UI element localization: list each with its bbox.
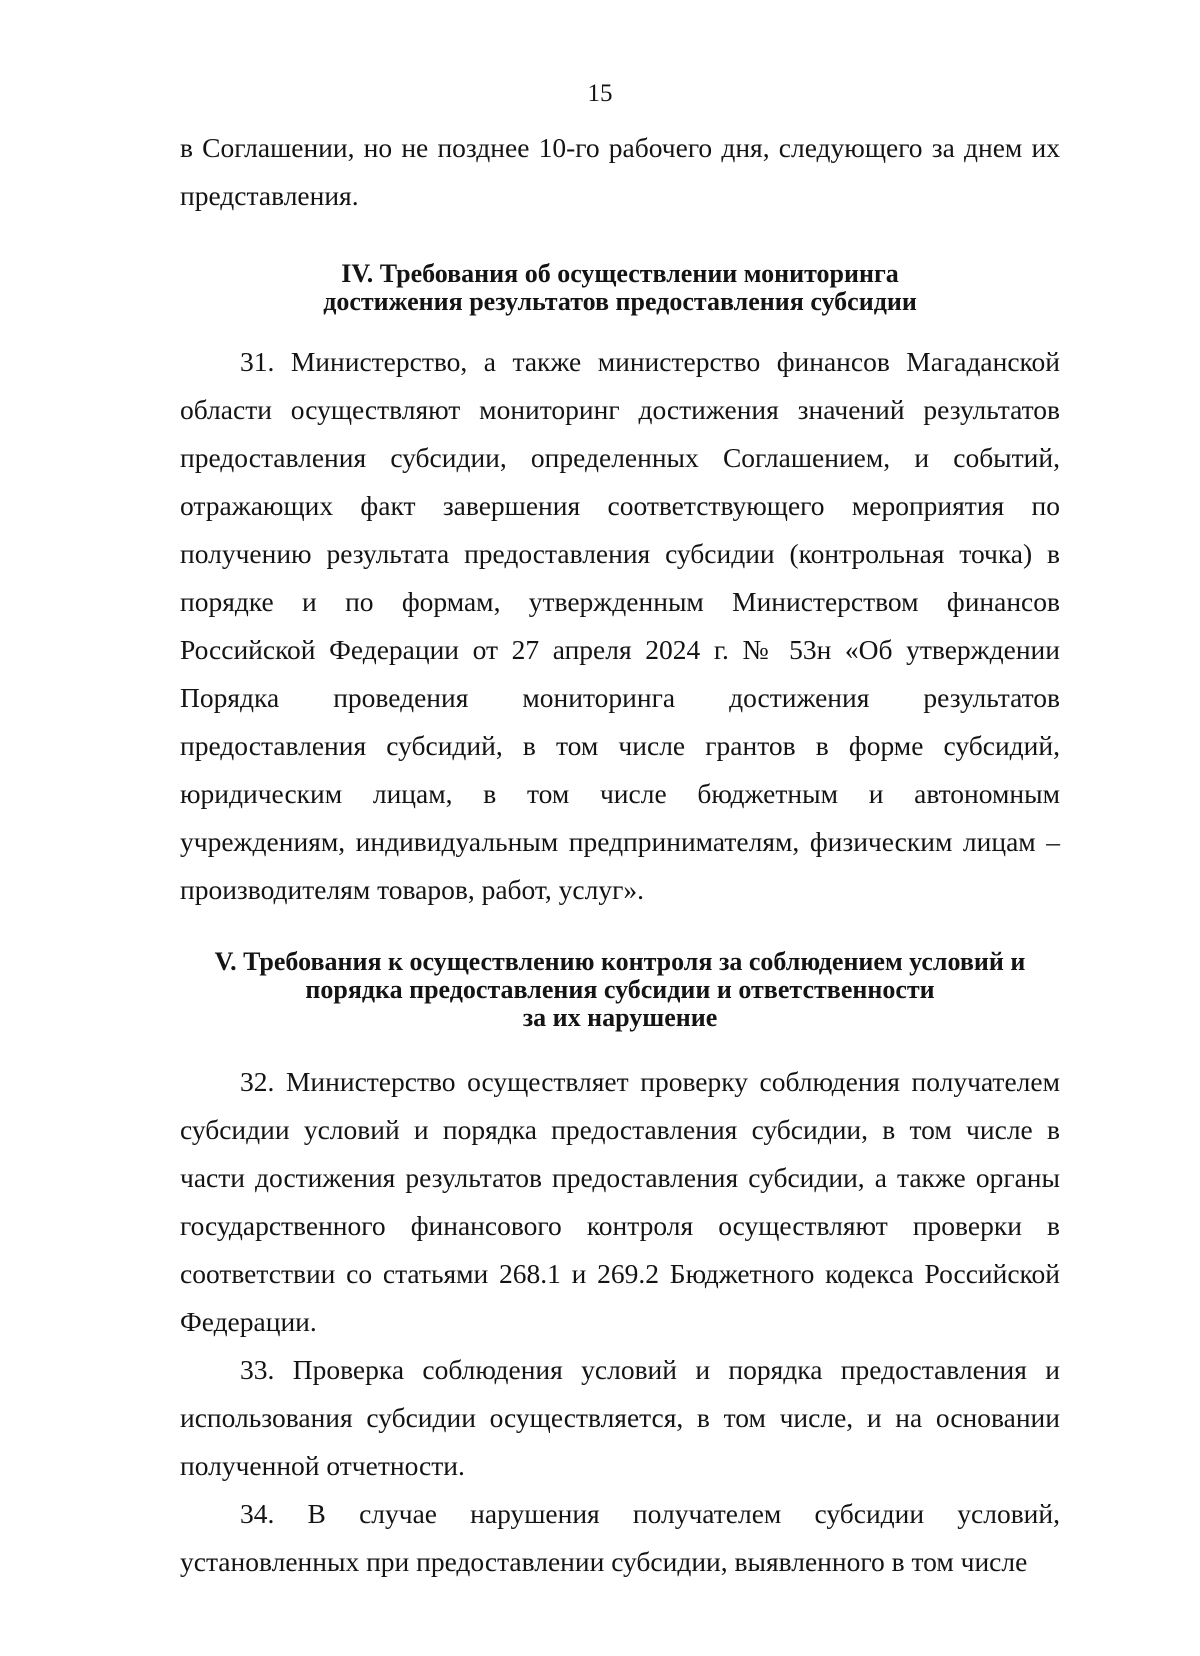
section-heading-iv-line-2: достижения результатов предоставления субсидии: [323, 287, 917, 316]
section-heading-v-line-2: порядка предоставления субсидии и ответственности: [305, 975, 935, 1004]
section-heading-v: [180, 948, 1060, 1032]
section-heading-iv-line-1: IV. Требования об осуществлении мониторинга: [341, 259, 899, 288]
section-heading-v-line-1: V. Требования к осуществлению контроля за соблюдением условий и: [214, 947, 1026, 976]
paragraph-33: 33. Проверка соблюдения условий и порядка предоставления и использования субсидии осуществляется, в том числе, и на основании полученной отчетности.: [180, 1354, 1060, 1481]
paragraph-32: 32. Министерство осуществляет проверку соблюдения получателем субсидии условий и порядка предоставления субсидии, в том числе в части достижения результатов предоставления субсидии, а также органы государственного финансового контроля осуществляют проверки в соответствии со статьями 268.1 и 269.2 Бюджетного кодекса Российской Федерации.: [180, 1066, 1060, 1337]
section-heading-iv: [180, 260, 1060, 316]
paragraph-31: 31. Министерство, а также министерство финансов Магаданской области осуществляют мониторинг достижения значений результатов предоставления субсидии, определенных Соглашением, и событий, отражающих факт завершения соответствующего мероприятия по получению результата предоставления субсидии (контрольная точка) в порядке и по формам, утвержденным Министерством финансов Российской Федерации от 27 апреля 2024 г. № 53н «Об утверждении Порядка проведения мониторинга достижения результатов предоставления субсидий, в том числе грантов в форме субсидий, юридическим лицам, в том числе бюджетным и автономным учреждениям, индивидуальным предпринимателям, физическим лицам – производителям товаров, работ, услуг».: [180, 346, 1060, 905]
document-body: [180, 120, 1060, 1586]
page-number: 15: [587, 80, 613, 107]
paragraph-34: 34. В случае нарушения получателем субсидии условий, установленных при предоставлении субсидии, выявленного в том числе: [180, 1498, 1060, 1577]
section-heading-v-line-3: за их нарушение: [522, 1003, 718, 1032]
paragraph-intro: в Соглашении, но не позднее 10-го рабочего дня, следующего за днем их представления.: [180, 132, 1060, 211]
